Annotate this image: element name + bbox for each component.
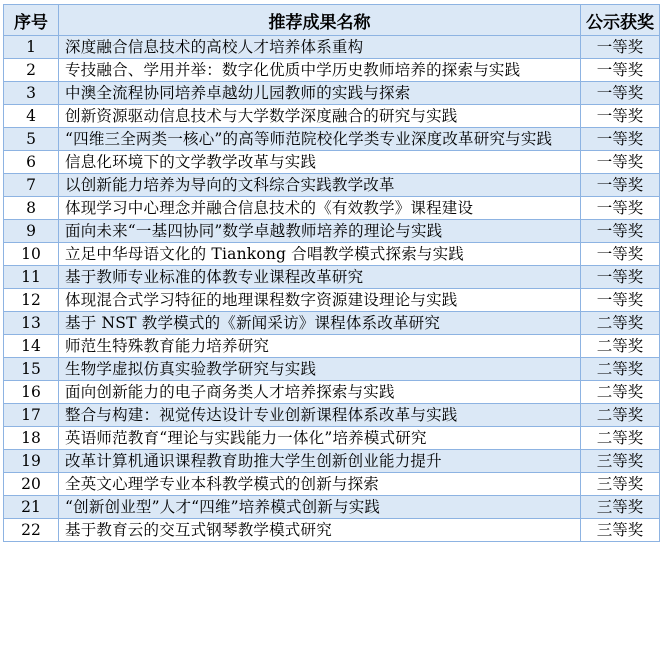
achievement-name: 整合与构建：视觉传达设计专业创新课程体系改革与实践 bbox=[59, 404, 581, 427]
award-level: 二等奖 bbox=[581, 358, 660, 381]
row-number: 8 bbox=[4, 197, 59, 220]
row-number: 2 bbox=[4, 59, 59, 82]
award-level: 二等奖 bbox=[581, 381, 660, 404]
header-award: 公示获奖 bbox=[581, 5, 660, 36]
table-row bbox=[4, 82, 660, 105]
achievement-name: 立足中华母语文化的 Tiankong 合唱教学模式探索与实践 bbox=[59, 243, 581, 266]
award-level: 一等奖 bbox=[581, 128, 660, 151]
table-header bbox=[4, 5, 660, 36]
table-row bbox=[4, 381, 660, 404]
row-number: 12 bbox=[4, 289, 59, 312]
header-no: 序号 bbox=[4, 5, 59, 36]
achievement-name: 英语师范教育“理论与实践能力一体化”培养模式研究 bbox=[59, 427, 581, 450]
award-level: 三等奖 bbox=[581, 473, 660, 496]
achievement-name: 创新资源驱动信息技术与大学数学深度融合的研究与实践 bbox=[59, 105, 581, 128]
row-number: 15 bbox=[4, 358, 59, 381]
table-row bbox=[4, 174, 660, 197]
table-row bbox=[4, 496, 660, 519]
award-level: 一等奖 bbox=[581, 174, 660, 197]
table-row bbox=[4, 312, 660, 335]
achievement-name: 体现学习中心理念并融合信息技术的《有效教学》课程建设 bbox=[59, 197, 581, 220]
table-body bbox=[4, 36, 660, 542]
award-level: 三等奖 bbox=[581, 496, 660, 519]
achievement-name: “创新创业型”人才“四维”培养模式创新与实践 bbox=[59, 496, 581, 519]
row-number: 10 bbox=[4, 243, 59, 266]
award-level: 一等奖 bbox=[581, 151, 660, 174]
award-level: 二等奖 bbox=[581, 335, 660, 358]
awards-table bbox=[3, 4, 660, 542]
header-name: 推荐成果名称 bbox=[59, 5, 581, 36]
row-number: 14 bbox=[4, 335, 59, 358]
row-number: 1 bbox=[4, 36, 59, 59]
table-row bbox=[4, 59, 660, 82]
table-row bbox=[4, 105, 660, 128]
row-number: 6 bbox=[4, 151, 59, 174]
row-number: 20 bbox=[4, 473, 59, 496]
award-level: 一等奖 bbox=[581, 266, 660, 289]
awards-table-container bbox=[3, 4, 660, 542]
row-number: 7 bbox=[4, 174, 59, 197]
award-level: 一等奖 bbox=[581, 82, 660, 105]
row-number: 9 bbox=[4, 220, 59, 243]
achievement-name: 面向创新能力的电子商务类人才培养探索与实践 bbox=[59, 381, 581, 404]
achievement-name: 全英文心理学专业本科教学模式的创新与探索 bbox=[59, 473, 581, 496]
achievement-name: 师范生特殊教育能力培养研究 bbox=[59, 335, 581, 358]
award-level: 一等奖 bbox=[581, 36, 660, 59]
award-level: 一等奖 bbox=[581, 289, 660, 312]
row-number: 21 bbox=[4, 496, 59, 519]
award-level: 一等奖 bbox=[581, 243, 660, 266]
achievement-name: “四维三全两类一核心”的高等师范院校化学类专业深度改革研究与实践 bbox=[59, 128, 581, 151]
award-level: 三等奖 bbox=[581, 450, 660, 473]
achievement-name: 专技融合、学用并举：数字化优质中学历史教师培养的探索与实践 bbox=[59, 59, 581, 82]
award-level: 三等奖 bbox=[581, 519, 660, 542]
table-row bbox=[4, 128, 660, 151]
table-row bbox=[4, 450, 660, 473]
table-row bbox=[4, 427, 660, 450]
row-number: 4 bbox=[4, 105, 59, 128]
achievement-name: 面向未来“一基四协同”数学卓越教师培养的理论与实践 bbox=[59, 220, 581, 243]
row-number: 13 bbox=[4, 312, 59, 335]
award-level: 一等奖 bbox=[581, 197, 660, 220]
achievement-name: 深度融合信息技术的高校人才培养体系重构 bbox=[59, 36, 581, 59]
award-level: 一等奖 bbox=[581, 105, 660, 128]
row-number: 16 bbox=[4, 381, 59, 404]
achievement-name: 体现混合式学习特征的地理课程数字资源建设理论与实践 bbox=[59, 289, 581, 312]
award-level: 一等奖 bbox=[581, 59, 660, 82]
row-number: 11 bbox=[4, 266, 59, 289]
achievement-name: 以创新能力培养为导向的文科综合实践教学改革 bbox=[59, 174, 581, 197]
award-level: 二等奖 bbox=[581, 312, 660, 335]
table-row bbox=[4, 151, 660, 174]
achievement-name: 生物学虚拟仿真实验教学研究与实践 bbox=[59, 358, 581, 381]
award-level: 二等奖 bbox=[581, 427, 660, 450]
header-row bbox=[4, 5, 660, 36]
achievement-name: 信息化环境下的文学教学改革与实践 bbox=[59, 151, 581, 174]
table-row bbox=[4, 266, 660, 289]
award-level: 一等奖 bbox=[581, 220, 660, 243]
achievement-name: 中澳全流程协同培养卓越幼儿园教师的实践与探索 bbox=[59, 82, 581, 105]
row-number: 22 bbox=[4, 519, 59, 542]
achievement-name: 基于 NST 教学模式的《新闻采访》课程体系改革研究 bbox=[59, 312, 581, 335]
table-row bbox=[4, 36, 660, 59]
achievement-name: 基于教师专业标准的体教专业课程改革研究 bbox=[59, 266, 581, 289]
table-row bbox=[4, 289, 660, 312]
table-row bbox=[4, 243, 660, 266]
table-row bbox=[4, 358, 660, 381]
award-level: 二等奖 bbox=[581, 404, 660, 427]
table-row bbox=[4, 519, 660, 542]
row-number: 3 bbox=[4, 82, 59, 105]
row-number: 17 bbox=[4, 404, 59, 427]
table-row bbox=[4, 335, 660, 358]
table-row bbox=[4, 404, 660, 427]
row-number: 5 bbox=[4, 128, 59, 151]
row-number: 19 bbox=[4, 450, 59, 473]
table-row bbox=[4, 220, 660, 243]
row-number: 18 bbox=[4, 427, 59, 450]
achievement-name: 改革计算机通识课程教育助推大学生创新创业能力提升 bbox=[59, 450, 581, 473]
achievement-name: 基于教育云的交互式钢琴教学模式研究 bbox=[59, 519, 581, 542]
table-row bbox=[4, 473, 660, 496]
table-row bbox=[4, 197, 660, 220]
